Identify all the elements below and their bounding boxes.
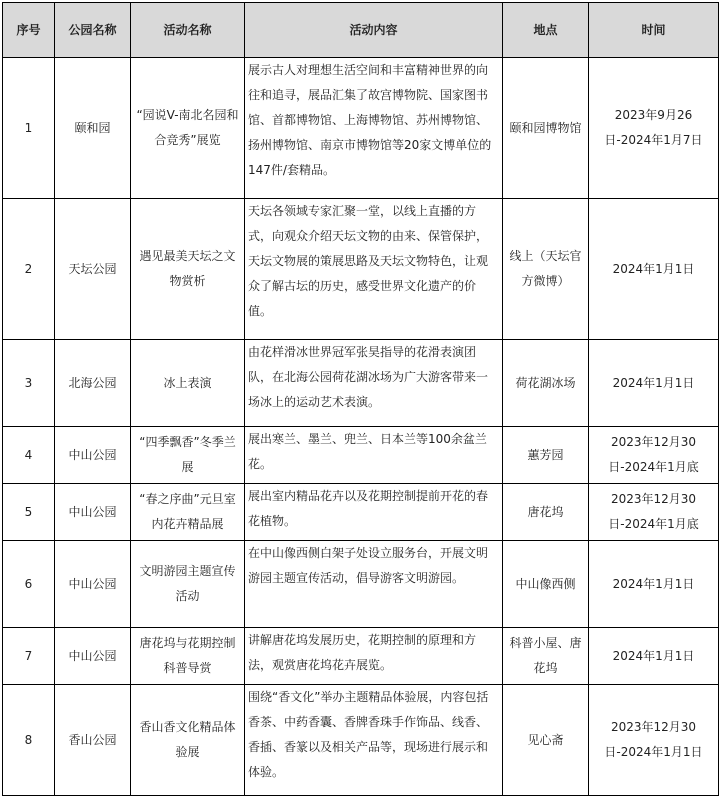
- cell-time: 2023年12月30日-2024年1月底: [589, 484, 719, 541]
- cell-activity-name: 遇见最美天坛之文物赏析: [131, 199, 245, 340]
- cell-park: 中山公园: [55, 628, 131, 685]
- cell-no: 5: [3, 484, 55, 541]
- cell-activity-content: 天坛各领域专家汇聚一堂，以线上直播的方式，向观众介绍天坛文物的由来、保管保护，天坛文物展的策展思路及天坛文物特色，让观众了解古坛的历史，感受世界文化遗产的价值。: [245, 199, 503, 340]
- cell-location: 蕙芳园: [503, 427, 589, 484]
- header-time: 时间: [589, 3, 719, 58]
- cell-activity-content: 围绕“香文化”举办主题精品体验展，内容包括香茶、中药香囊、香牌香珠手作饰品、线香、香插、香篆以及相关产品等，现场进行展示和体验。: [245, 685, 503, 796]
- cell-location: 见心斋: [503, 685, 589, 796]
- cell-activity-name: “园说V-南北名园和合竞秀”展览: [131, 58, 245, 199]
- cell-activity-content: 由花样滑冰世界冠军张昊指导的花滑表演团队，在北海公园荷花湖冰场为广大游客带来一场冰上的运动艺术表演。: [245, 340, 503, 427]
- cell-time: 2024年1月1日: [589, 199, 719, 340]
- cell-time: 2023年9月26日-2024年1月7日: [589, 58, 719, 199]
- header-location: 地点: [503, 3, 589, 58]
- cell-park: 中山公园: [55, 541, 131, 628]
- cell-location: 线上（天坛官方微博）: [503, 199, 589, 340]
- cell-time: 2024年1月1日: [589, 541, 719, 628]
- cell-activity-name: 文明游园主题宣传活动: [131, 541, 245, 628]
- cell-location: 唐花坞: [503, 484, 589, 541]
- cell-no: 1: [3, 58, 55, 199]
- table-header-row: [3, 3, 719, 58]
- table-row: [3, 58, 719, 199]
- table-row: [3, 484, 719, 541]
- cell-activity-content: 在中山像西侧白架子处设立服务台，开展文明游园主题宣传活动，倡导游客文明游园。: [245, 541, 503, 628]
- cell-no: 3: [3, 340, 55, 427]
- cell-activity-name: 香山香文化精品体验展: [131, 685, 245, 796]
- cell-activity-name: “四季飘香”冬季兰展: [131, 427, 245, 484]
- cell-activity-content: 展出寒兰、墨兰、兜兰、日本兰等100余盆兰花。: [245, 427, 503, 484]
- table-row: [3, 685, 719, 796]
- cell-park: 北海公园: [55, 340, 131, 427]
- cell-time: 2024年1月1日: [589, 628, 719, 685]
- cell-activity-name: “春之序曲”元旦室内花卉精品展: [131, 484, 245, 541]
- cell-activity-name: 冰上表演: [131, 340, 245, 427]
- cell-location: 科普小屋、唐花坞: [503, 628, 589, 685]
- cell-activity-name: 唐花坞与花期控制科普导赏: [131, 628, 245, 685]
- cell-park: 天坛公园: [55, 199, 131, 340]
- header-activity-name: 活动名称: [131, 3, 245, 58]
- header-park: 公园名称: [55, 3, 131, 58]
- cell-park: 中山公园: [55, 484, 131, 541]
- cell-no: 4: [3, 427, 55, 484]
- header-no: 序号: [3, 3, 55, 58]
- cell-park: 香山公园: [55, 685, 131, 796]
- activities-table: [2, 2, 719, 796]
- cell-time: 2024年1月1日: [589, 340, 719, 427]
- cell-park: 中山公园: [55, 427, 131, 484]
- cell-no: 6: [3, 541, 55, 628]
- table-row: [3, 199, 719, 340]
- table-row: [3, 541, 719, 628]
- cell-location: 颐和园博物馆: [503, 58, 589, 199]
- cell-time: 2023年12月30日-2024年1月1日: [589, 685, 719, 796]
- cell-no: 7: [3, 628, 55, 685]
- cell-location: 中山像西侧: [503, 541, 589, 628]
- table-row: [3, 340, 719, 427]
- table-row: [3, 427, 719, 484]
- cell-park: 颐和园: [55, 58, 131, 199]
- cell-no: 2: [3, 199, 55, 340]
- cell-location: 荷花湖冰场: [503, 340, 589, 427]
- table-row: [3, 628, 719, 685]
- cell-activity-content: 展出室内精品花卉以及花期控制提前开花的春花植物。: [245, 484, 503, 541]
- cell-activity-content: 展示古人对理想生活空间和丰富精神世界的向往和追寻，展品汇集了故宫博物院、国家图书馆、首都博物馆、上海博物馆、苏州博物馆、扬州博物馆、南京市博物馆等20家文博单位的147件/套精品。: [245, 58, 503, 199]
- header-activity-content: 活动内容: [245, 3, 503, 58]
- cell-activity-content: 讲解唐花坞发展历史，花期控制的原理和方法，观赏唐花坞花卉展览。: [245, 628, 503, 685]
- cell-time: 2023年12月30日-2024年1月底: [589, 427, 719, 484]
- cell-no: 8: [3, 685, 55, 796]
